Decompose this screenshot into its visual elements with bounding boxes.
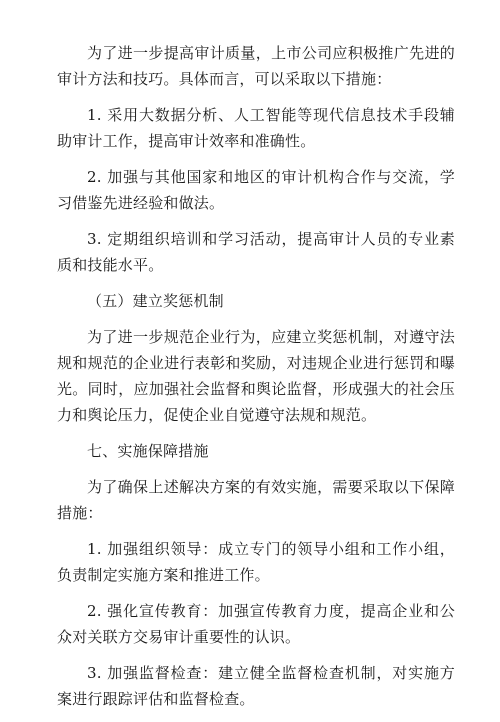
list-item-training: 3. 定期组织培训和学习活动，提高审计人员的专业素质和技能水平。 — [57, 230, 455, 274]
paragraph-implementation-intro: 为了确保上述解决方案的有效实施，需要采取以下保障措施： — [57, 478, 455, 522]
list-item-organization: 1. 加强组织领导：成立专门的领导小组和工作小组，负责制定实施方案和推进工作。 — [57, 540, 455, 584]
paragraph-reward-punishment: 为了进一步规范企业行为，应建立奖惩机制，对遵守法规和规范的企业进行表彰和奖励，对违规企业进行惩罚和曝光。同时，应加强社会监督和舆论监督，形成强大的社会压力和舆论压力，促使企业自觉遵守法规和规范。 — [57, 328, 455, 424]
section-heading-reward-punishment: （五）建立奖惩机制 — [87, 292, 224, 310]
list-item-international-cooperation: 2. 加强与其他国家和地区的审计机构合作与交流，学习借鉴先进经验和做法。 — [57, 168, 455, 212]
paragraph-intro-audit-methods: 为了进一步提高审计质量，上市公司应积极推广先进的审计方法和技巧。具体而言，可以采取以下措施： — [57, 44, 455, 88]
list-item-publicity: 2. 强化宣传教育：加强宣传教育力度，提高企业和公众对关联方交易审计重要性的认识。 — [57, 602, 455, 646]
list-item-big-data: 1. 采用大数据分析、人工智能等现代信息技术手段辅助审计工作，提高审计效率和准确性。 — [57, 106, 455, 150]
document-body — [57, 40, 455, 722]
list-item-supervision: 3. 加强监督检查：建立健全监督检查机制，对实施方案进行跟踪评估和监督检查。 — [57, 664, 455, 708]
section-heading-implementation: 七、实施保障措施 — [87, 442, 209, 460]
